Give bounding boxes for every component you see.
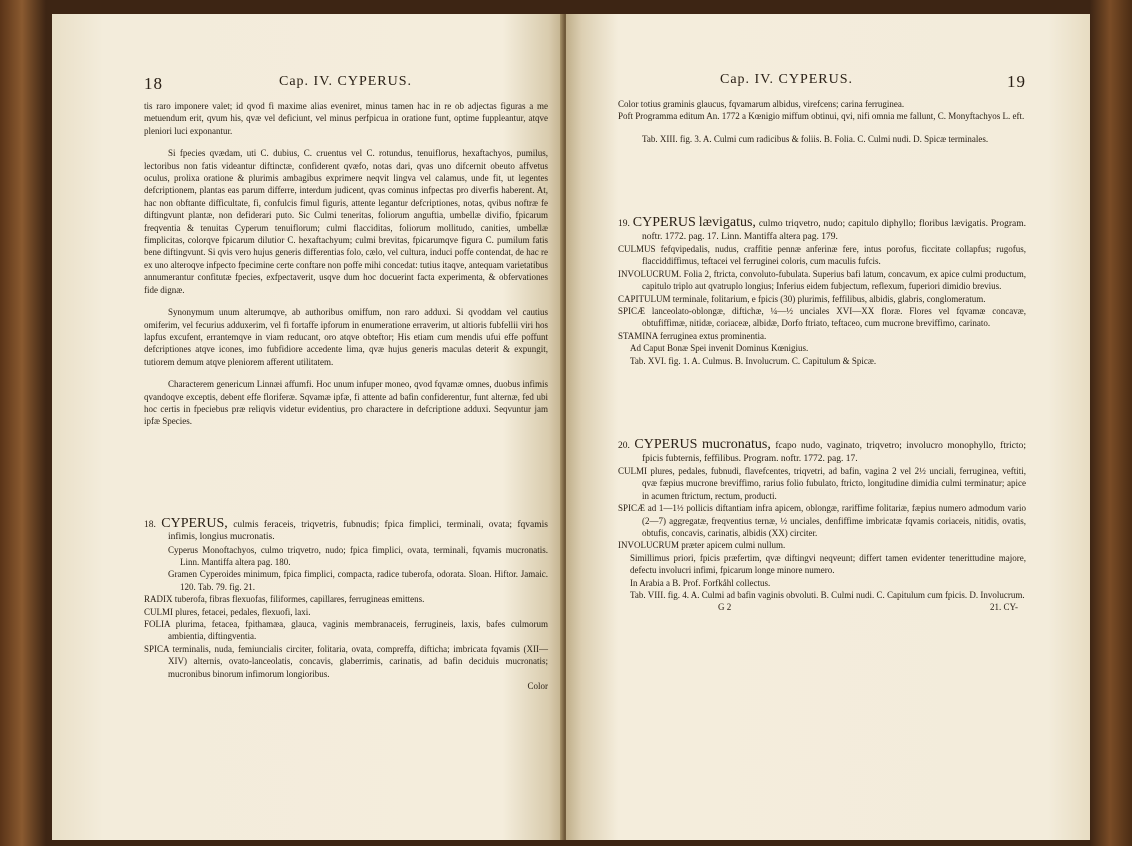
paragraph: Synonymum unum alterumqve, ab authoribus omiffum, non raro adduxi. Si qvoddam vel cautius omiferim, vel fecurius adduxerim, vel fi fortaffe ipforum in enumeratione erraverim, ut altioris fubfellii viri hos lapfus excufent, errantemqve in viam reducant, oro atqve obteftor; His etiam cum mendis ufui effe poffunt defcriptiones atqve icones, imo fubfidiore accedente lima, qvæ hujus generis maculas deterit & expungit, tutiorem demum atqve pleniorem afferent utilitatem. bbox=[144, 307, 548, 367]
description-line: CULMI plures, fetacei, pedales, flexuofi, laxi. bbox=[144, 606, 311, 617]
description-line: SPICA terminalis, nuda, femiuncialis circiter, folitaria, ovata, compreffa, difticha; imbricata fqvamis (XII—XIV) alternis, ovato-lanceolatis, concavis, glaberrimis, carinatis, ad bafin deciduis mucronatis; mucronibus binorum infimorum longioribus. bbox=[144, 643, 548, 679]
species-epithet: mucronatus, bbox=[702, 437, 771, 453]
description-line: INVOLUCRUM præter apicem culmi nullum. bbox=[618, 540, 786, 551]
description-line: SPICÆ ad 1—1½ pollicis diftantiam infra apicem, oblongæ, rariffime folitariæ, fæpius numero admodum vario (2—7) aggregatæ, freqventius ternæ, ½ unciales, denfiffime imbricatæ fqvamis coriaceis, nitidis, ovatis, obtufis, concavis, carinatis, albidis (XX) circiter. bbox=[618, 503, 1026, 538]
paragraph: tis raro imponere valet; id qvod fi maxime alias eveniret, minus tamen hac in re ob adjectas figuras a me metuendum erit, qvum his, qvæ vel deficiunt, vel minus perfpicua in oratione funt, optime fuppleantur, atqve pleniori luci exponantur. bbox=[144, 101, 548, 136]
genus-name: CYPERUS, bbox=[161, 515, 228, 531]
page-number: 18 bbox=[144, 74, 163, 93]
diagnosis: fcapo nudo, vaginato, triqvetro; involucro monophyllo, ftricto; fpicis fubternis, feffilibus. Program. noftr. 1772. pag. 17. bbox=[642, 441, 1027, 464]
running-head-right bbox=[618, 72, 1026, 98]
signature-mark: G 2 bbox=[718, 602, 732, 613]
description-line: RADIX tuberofa, fibras flexuofas, filiformes, capillares, ferrugineas emittens. bbox=[144, 594, 425, 605]
left-text bbox=[144, 100, 548, 692]
entry-number: 20. bbox=[618, 441, 630, 452]
genus-name: CYPERUS bbox=[634, 437, 698, 453]
page-footer bbox=[618, 601, 1026, 613]
species-entry-18 bbox=[144, 515, 548, 544]
plate-reference: Tab. XVI. fig. 1. A. Culmus. B. Involucrum. C. Capitulum & Spicæ. bbox=[630, 355, 877, 366]
page-number: 19 bbox=[1007, 72, 1026, 91]
plate-reference: Tab. VIII. fig. 4. A. Culmi ad bafin vaginis obvoluti. B. Culmi nudi. C. Capitulum cum fpicis. D. Involucrum. bbox=[630, 589, 1025, 600]
locality-note: Ad Caput Bonæ Spei invenit Dominus Kœnigius. bbox=[630, 343, 809, 354]
species-entry-19 bbox=[618, 217, 1026, 243]
diagnosis: culmo triqvetro, nudo; capitulo diphyllo; floribus lævigatis. Program. noftr. 1772. pag. 17. Linn. Mantiffa altera pag. 179. bbox=[642, 219, 1026, 242]
paragraph: Color totius graminis glaucus, fqvamarum albidus, virefcens; carina ferruginea. bbox=[618, 99, 905, 109]
synonym: Gramen Cyperoides minimum, fpica fimplici, compacta, radice tuberofa, odorata. Sloan. Hiftor. Jamaic. 120. Tab. 79. fig. 21. bbox=[168, 569, 548, 592]
synonym: Cyperus Monoftachyos, culmo triqvetro, nudo; fpica fimplici, ovata, terminali, fqvamis mucronatis. Linn. Mantiffa altera pag. 180. bbox=[168, 544, 548, 567]
chapter-heading: Cap. IV. CYPERUS. bbox=[720, 72, 854, 87]
chapter-heading: Cap. IV. CYPERUS. bbox=[279, 74, 413, 89]
description-line: CULMUS fefqvipedalis, nudus, craffitie pennæ anferinæ fere, intus porofus, ficcitate collapfus; rugofus, flacciddiffimus, teftacei vel ferruginei coloris, cum maculis fufcis. bbox=[618, 244, 1026, 267]
species-entry-20 bbox=[618, 439, 1026, 465]
right-page bbox=[566, 14, 1090, 840]
right-text bbox=[618, 98, 1026, 614]
paragraph: Si fpecies qvædam, uti C. dubius, C. cruentus vel C. rotundus, tenuiflorus, hexaftachyos, pumilus, lectoribus non fatis videantur diftinctæ, confiderent qvæfo, notas dari, qvas uno difcernit obeuto affvetus oculus, prolixa oratione & plurimis ambagibus exprimere neqvit lingva vel calamus, unde fit, ut legentes defcriptionem, plantas eas parum differre, interdum judicent, qvas cominus infpectas pro diverfis haberent. At, hac non obftante difficultate, fi, confulcis fimul figuris, attente legantur defcriptiones, notas, qvibus noftræ fe diftingvunt plantæ, non defiderari puto. Sic Culmi teneritas, foliorum anguftia, umbellæ divifio, fpicarum freqventia & tenuitas Cyperum tenuiflorum; culmi flacciditas, foliorum mollitudo, canities, umbellæ fimplicitas, colorqve fpicarum dilutior C. hexaftachyum; culmi brevitas, fpicarumqve figura C. pumilum fatis bene diftingvunt. Si qvis vero hujus generis differentias folo, cælo, vel cultura, induci poffe contendat, de hac re ex uno alteroqve infpecto fpecimine certe conftare non poffe mihi concedat: tutius itaqve, antequam varietatibus annumerantur confitutæ fpecies, exfpectaverit, usqve dum hoc docuerint facta experimenta, & obfervationes fide dignæ. bbox=[144, 148, 548, 295]
diagnosis: culmis feraceis, triqvetris, fubnudis; fpica fimplici, terminali, ovata; fqvamis infimis, longius mucronatis. bbox=[168, 519, 548, 543]
description-line: INVOLUCRUM. Folia 2, ftricta, convoluto-fubulata. Superius bafi latum, concavum, ex apice culmi productum, capitulo triplo aut qvatruplo longius; Inferius eidem fubjectum, reflexum, fuperiori dimidio brevius. bbox=[618, 268, 1026, 292]
description-line: FOLIA plurima, fetacea, fpithamæa, glauca, vaginis membranaceis, ferrugineis, laxis, bafes culmorum ambientia, diftingventia. bbox=[144, 619, 548, 642]
description-line: STAMINA ferruginea extus prominentia. bbox=[618, 330, 767, 341]
entry-number: 19. bbox=[618, 219, 630, 230]
species-epithet: lævigatus, bbox=[698, 215, 756, 231]
plate-reference: Tab. XIII. fig. 3. A. Culmi cum radicibus & foliis. B. Folia. C. Culmi nudi. D. Spicæ terminales. bbox=[642, 133, 989, 144]
left-page bbox=[52, 14, 564, 840]
locality-note: In Arabia a B. Prof. Forfkåhl collectus. bbox=[630, 577, 771, 588]
paragraph: Poft Programma editum An. 1772 a Kœnigio miffum obtinui, qvi, nifi omnia me fallunt, C. Monyftachyos L. eft. bbox=[618, 111, 1025, 122]
description-line: SPICÆ lanceolato-oblongæ, diftichæ, ¼—½ unciales XVI—XX floræ. Flores vel fqvamæ concavæ, obtufiffimæ, nitidæ, coriaceæ, albidæ, Dorfo ftriato, teftaceo, cum mucrone breviffimo, carinato. bbox=[618, 306, 1026, 329]
description-line: CAPITULUM terminale, folitarium, e fpicis (30) plurimis, feffilibus, albidis, glabris, conglomeratum. bbox=[618, 293, 986, 304]
description-line: CULMI plures, pedales, fubnudi, flavefcentes, triqvetri, ad bafin, vagina 2 vel 2½ unciali, ferruginea, veftiti, qvæ fæpius mucrone breviffimo, rarius folio fubulato, ftricto, longitudine dimidia culmi terminatur; apice in acumen ftrictum, rectum, producti. bbox=[618, 465, 1026, 501]
catchword: 21. CY- bbox=[989, 602, 1018, 613]
paragraph: Characterem genericum Linnæi affumfi. Hoc unum infuper moneo, qvod fqvamæ omnes, duobus infimis qvandoqve exceptis, debent effe floriferæ. Sqvamæ ipfæ, fi attente ad bafin confiderentur, funt alternæ, fed ubi hoc certis in fpeciebus præ reliqvis videtur evidentius, pro charactere in defcriptione adduxi. Seqvuntur jam ipfæ Species. bbox=[144, 379, 548, 427]
running-head-left bbox=[144, 74, 548, 100]
genus-name: CYPERUS bbox=[632, 215, 696, 231]
entry-number: 18. bbox=[144, 519, 156, 530]
remark: Simillimus priori, fpicis præfertim, qvæ diftingvi neqveunt; differt tamen evidenter tenerittudine majore, defectu involucri infimi, fpicarum longe minore numero. bbox=[630, 552, 1026, 576]
catchword: Color bbox=[527, 681, 548, 692]
